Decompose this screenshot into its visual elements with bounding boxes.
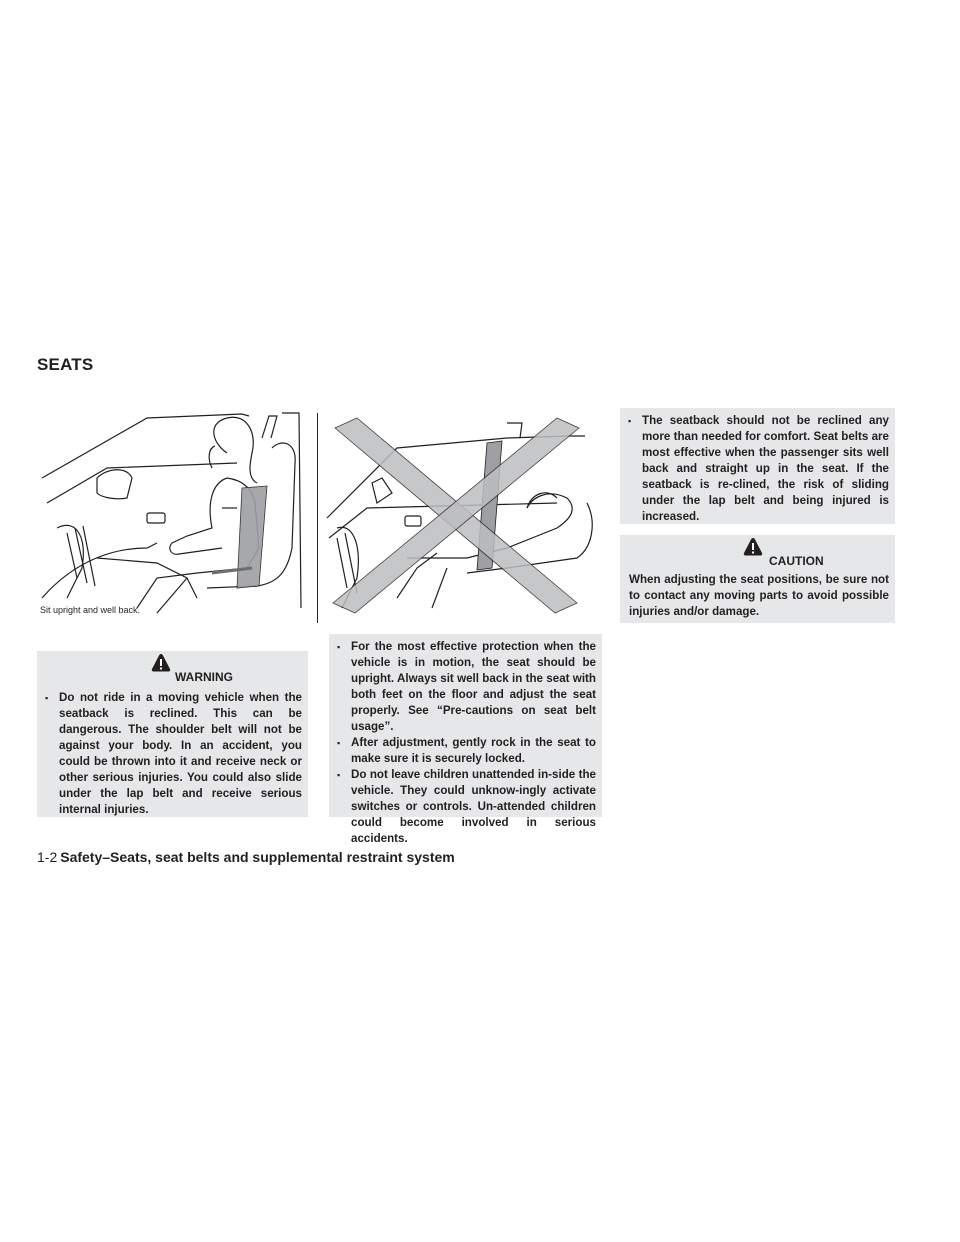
recline-box: [620, 408, 895, 524]
list-item: ▪ The seatback should not be reclined any more than needed for comfort. Seat belts are most effective when the passenger sits well back and straight up in the seat. If the seatback is re-clined, the risk of sliding under the lap belt and being injured is increased.: [620, 413, 889, 525]
warning-triangle-icon: [743, 537, 763, 562]
protection-list: [329, 639, 596, 847]
warning-triangle-icon: [151, 653, 171, 678]
page-footer: [37, 849, 455, 865]
caution-header: [629, 535, 889, 569]
caution-heading: CAUTION: [769, 554, 824, 568]
correct-seating-illustration: [37, 408, 603, 624]
warning-header: [37, 651, 302, 685]
list-item: ▪ Do not ride in a moving vehicle when the seatback is reclined. This can be dangerous. The shoulder belt will not be against your body. In an accident, you could be thrown into it and receive neck or other serious injuries. You could also slide under the lap belt and receive serious internal injuries.: [37, 690, 302, 818]
caution-box: [620, 535, 895, 623]
figure-caption: Sit upright and well back.: [40, 605, 141, 615]
recline-list: [620, 413, 889, 525]
section-title: SEATS: [37, 355, 94, 374]
list-item: ▪ For the most effective protection when the vehicle is in motion, the seat should be upright. Always sit well back in the seat with both feet on the floor and adjust the seat properly. See “Pre-cautions on seat belt usage”.: [329, 639, 596, 735]
seating-figure: [37, 408, 603, 624]
list-item: ▪ Do not leave children unattended in-side the vehicle. They could unknow-ingly activate switches or controls. Un-attended children could become involved in serious accidents.: [329, 767, 596, 847]
warning-list: [37, 685, 302, 818]
list-item: ▪ After adjustment, gently rock in the seat to make sure it is securely locked.: [329, 735, 596, 767]
caution-text: When adjusting the seat positions, be sure not to contact any moving parts to avoid possible injuries and/or damage.: [629, 573, 889, 618]
warning-box: [37, 651, 308, 817]
warning-heading: WARNING: [175, 670, 233, 684]
incorrect-reclined-seating-illustration: [327, 418, 592, 613]
protection-box: [329, 634, 602, 845]
chapter-title: Safety–Seats, seat belts and supplemental restraint system: [60, 849, 455, 865]
figure-divider: [317, 413, 318, 623]
page-number: 1-2: [37, 849, 58, 865]
